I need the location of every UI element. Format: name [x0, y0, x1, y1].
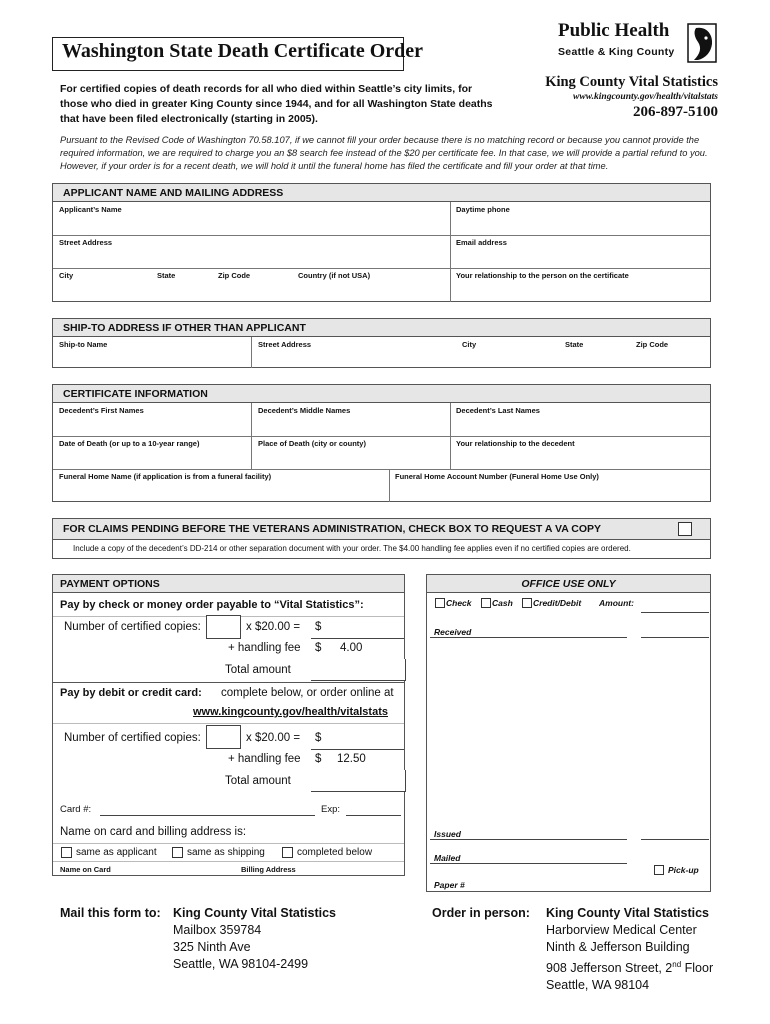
office-issued-label: Issued — [434, 829, 461, 839]
page-title: Washington State Death Certificate Order — [62, 40, 424, 62]
billing-address-field[interactable]: Billing Address — [241, 865, 296, 874]
notice-line-1: Pursuant to the Revised Code of Washington 70.58.107, if we cannot fill your order because there is no matching record or because you cannot provide the — [60, 135, 700, 145]
total-label: Total amount — [225, 775, 291, 787]
daytime-phone-field[interactable]: Daytime phone — [456, 205, 510, 214]
office-amount-label: Amount: — [599, 598, 634, 608]
public-health-subtitle: Seattle & King County — [558, 46, 675, 58]
notice-line-3: However, if your order is for a recent death, we will hold it until the funeral home has filed the certificate and fill your order at that time. — [60, 161, 609, 171]
card-number-label: Card #: — [60, 804, 92, 815]
va-heading: FOR CLAIMS PENDING BEFORE THE VETERANS ADMINISTRATION, CHECK BOX TO REQUEST A VA COPY — [63, 523, 602, 535]
notice-line-2: required information, we are required to charge you an $8 search fee instead of the $20 per certificate fee. In that case, we will provide a partial refund to you. — [60, 148, 708, 158]
same-as-applicant-label: same as applicant — [76, 847, 157, 858]
intro-text — [60, 82, 520, 127]
copies-label: Number of certified copies: — [64, 621, 201, 633]
check-copies-input[interactable] — [206, 615, 241, 639]
dollar-sign: $ — [315, 753, 322, 765]
va-header — [53, 519, 710, 540]
shipto-name-field[interactable]: Ship-to Name — [59, 340, 108, 349]
order-in-person-label: Order in person: — [432, 906, 530, 920]
decedent-first-name-field[interactable]: Decedent’s First Names — [59, 406, 144, 415]
mail-line-2: 325 Ninth Ave — [173, 940, 251, 954]
check-total-input[interactable] — [311, 659, 406, 681]
handling-label: + handling fee — [228, 753, 301, 765]
price-label: x $20.00 = — [246, 732, 301, 744]
va-note: Include a copy of the decedent’s DD-214 or other separation document with your order. The $4.00 handling fee applies even if no certified copies are ordered. — [73, 544, 631, 553]
office-cash-checkbox[interactable] — [481, 598, 491, 608]
exp-label: Exp: — [321, 804, 341, 815]
shipto-heading: SHIP-TO ADDRESS IF OTHER THAN APPLICANT — [63, 322, 306, 334]
applicant-heading: APPLICANT NAME AND MAILING ADDRESS — [63, 187, 284, 199]
handling-label: + handling fee — [228, 642, 301, 654]
state-field[interactable]: State — [157, 271, 176, 280]
funeral-home-account-field[interactable]: Funeral Home Account Number (Funeral Home Use Only) — [395, 472, 599, 481]
decedent-middle-name-field[interactable]: Decedent’s Middle Names — [258, 406, 351, 415]
relationship-to-decedent-field[interactable]: Your relationship to the decedent — [456, 439, 575, 448]
name-on-card-field[interactable]: Name on Card — [60, 865, 111, 874]
shipto-street-field[interactable]: Street Address — [258, 340, 312, 349]
date-of-death-field[interactable]: Date of Death (or up to a 10-year range) — [59, 439, 200, 448]
same-as-applicant-checkbox[interactable] — [61, 847, 72, 858]
check-heading: Pay by check or money order payable to “Vital Statistics”: — [60, 599, 364, 611]
office-phone: 206-897-5100 — [633, 104, 718, 120]
card-total-input[interactable] — [311, 770, 406, 792]
certificate-header — [53, 385, 710, 403]
office-credit-label: Credit/Debit — [533, 598, 582, 608]
office-header — [427, 575, 710, 593]
relationship-field[interactable]: Your relationship to the person on the certificate — [456, 271, 629, 280]
in-person-address-block — [546, 905, 713, 994]
office-mailed-label: Mailed — [434, 853, 461, 863]
total-label: Total amount — [225, 664, 291, 676]
certificate-heading: CERTIFICATE INFORMATION — [63, 388, 208, 400]
shipto-city-field[interactable]: City — [462, 340, 477, 349]
billing-heading: Name on card and billing address is: — [60, 826, 247, 838]
office-paper-label: Paper # — [434, 880, 465, 890]
mail-form-label: Mail this form to: — [60, 906, 161, 920]
country-field[interactable]: Country (if not USA) — [298, 271, 371, 280]
price-label: x $20.00 = — [246, 621, 301, 633]
completed-below-label: completed below — [297, 847, 373, 858]
street-address-field[interactable]: Street Address — [59, 238, 113, 247]
in-person-floor: Floor — [681, 961, 714, 976]
shipto-zip-field[interactable]: Zip Code — [636, 340, 669, 349]
intro-line-1: For certified copies of death records for all who died within Seattle’s city limits, for — [60, 83, 473, 95]
mail-line-3: Seattle, WA 98104-2499 — [173, 957, 309, 971]
in-person-line-4: Seattle, WA 98104 — [546, 978, 650, 993]
intro-line-3: that have been filed electronically (starting in 2005). — [60, 113, 318, 125]
funeral-home-name-field[interactable]: Funeral Home Name (if application is from a funeral facility) — [59, 472, 272, 481]
king-emblem-icon — [686, 22, 718, 64]
handling-fee-amount: 4.00 — [340, 642, 363, 654]
applicant-name-field[interactable]: Applicant’s Name — [59, 205, 122, 214]
office-name: King County Vital Statistics — [545, 74, 718, 90]
shipto-state-field[interactable]: State — [565, 340, 584, 349]
card-heading: Pay by debit or credit card: — [60, 687, 202, 699]
dollar-sign: $ — [315, 642, 322, 654]
applicant-header — [53, 184, 710, 202]
office-check-checkbox[interactable] — [435, 598, 445, 608]
city-field[interactable]: City — [59, 271, 74, 280]
office-pickup-label: Pick-up — [668, 865, 699, 875]
mail-office-name: King County Vital Statistics — [173, 906, 336, 920]
office-pickup-checkbox[interactable] — [654, 865, 664, 875]
office-heading: OFFICE USE ONLY — [521, 578, 616, 590]
completed-below-checkbox[interactable] — [282, 847, 293, 858]
in-person-street: 908 Jefferson Street, 2 — [546, 961, 673, 976]
office-credit-checkbox[interactable] — [522, 598, 532, 608]
shipto-section — [52, 318, 711, 368]
office-check-label: Check — [446, 598, 472, 608]
dollar-sign: $ — [315, 732, 322, 744]
dollar-sign: $ — [315, 621, 322, 633]
place-of-death-field[interactable]: Place of Death (city or county) — [258, 439, 366, 448]
in-person-office-name: King County Vital Statistics — [546, 906, 709, 920]
in-person-line-1: Harborview Medical Center — [546, 923, 697, 937]
email-field[interactable]: Email address — [456, 238, 507, 247]
va-copy-checkbox[interactable] — [678, 522, 692, 536]
card-copies-input[interactable] — [206, 725, 241, 749]
floor-ordinal: nd — [672, 960, 682, 969]
search-fee-notice — [60, 134, 720, 173]
card-instruction: complete below, or order online at — [221, 687, 394, 699]
va-section — [52, 518, 711, 559]
applicant-section — [52, 183, 711, 302]
payment-heading: PAYMENT OPTIONS — [60, 578, 160, 590]
public-health-logo-text: Public Health — [558, 20, 670, 41]
exp-input[interactable] — [346, 815, 401, 816]
online-order-link[interactable]: www.kingcounty.gov/health/vitalstats — [193, 706, 388, 718]
card-number-input[interactable] — [100, 815, 315, 816]
zip-field[interactable]: Zip Code — [218, 271, 251, 280]
same-as-shipping-checkbox[interactable] — [172, 847, 183, 858]
same-as-shipping-label: same as shipping — [187, 847, 265, 858]
payment-section — [52, 574, 405, 876]
certificate-section — [52, 384, 711, 502]
in-person-line-3 — [546, 956, 713, 977]
in-person-line-2: Ninth & Jefferson Building — [546, 940, 690, 954]
payment-header — [53, 575, 404, 593]
mail-address-block — [173, 905, 336, 973]
intro-line-2: those who died in greater King County since 1944, and for all Washington State deaths — [60, 98, 493, 110]
copies-label: Number of certified copies: — [64, 732, 201, 744]
office-use-section — [426, 574, 711, 892]
office-received-label: Received — [434, 627, 472, 637]
decedent-last-name-field[interactable]: Decedent’s Last Names — [456, 406, 540, 415]
office-website: www.kingcounty.gov/health/vitalstats — [573, 92, 718, 102]
mail-line-1: Mailbox 359784 — [173, 923, 262, 937]
office-cash-label: Cash — [492, 598, 513, 608]
shipto-header — [53, 319, 710, 337]
card-handling-fee-amount: 12.50 — [337, 753, 366, 765]
